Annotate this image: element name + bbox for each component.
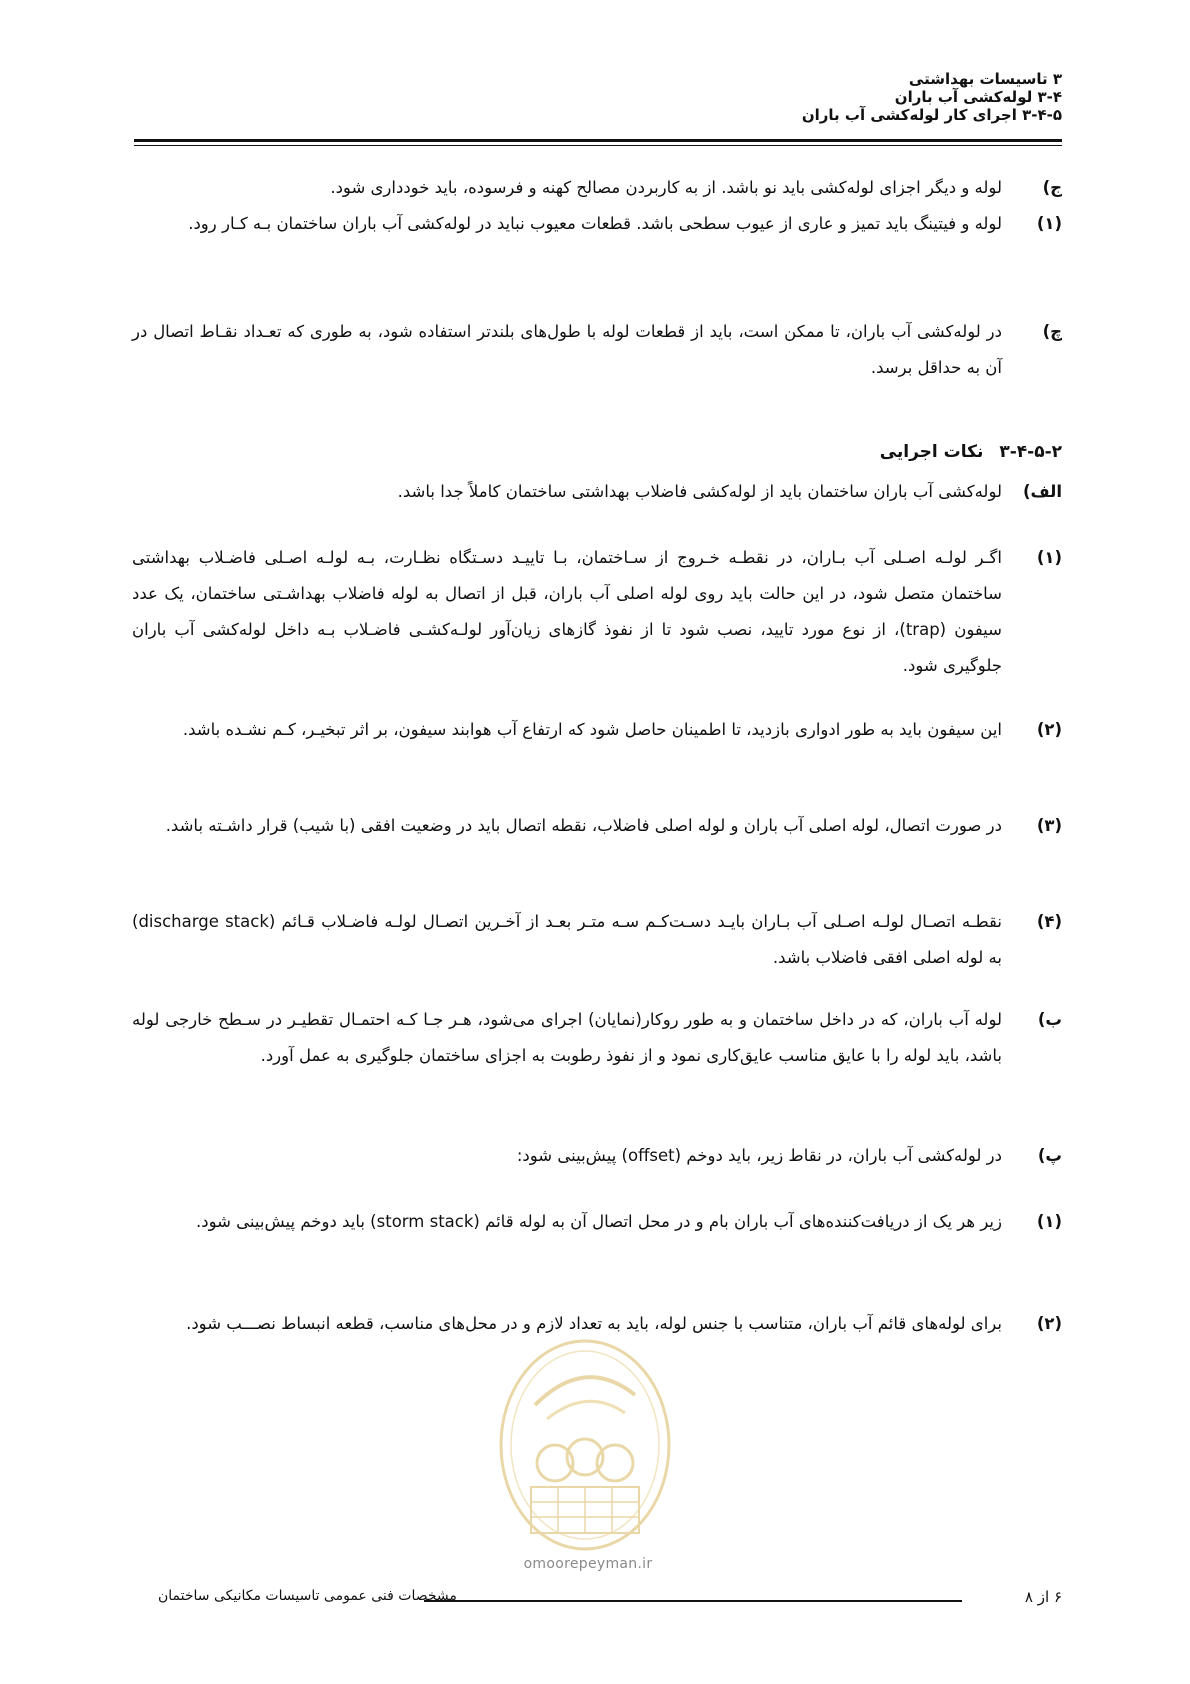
list-item-text: در صورت اتصال، لوله اصلی آب باران و لوله اصلی فاضلاب، نقطه اتصال باید در وضعیت افقی (با شیب) قرار داشـته باشد. xyxy=(165,816,1002,835)
list-item-label: (۱) xyxy=(1036,1212,1062,1231)
list-item-label: ب) xyxy=(1037,1010,1062,1029)
footer-title: مشخصات فنی عمومی تاسیسات مکانیکی ساختمان xyxy=(158,1588,457,1604)
list-item-label: چ) xyxy=(1042,322,1062,341)
list-item-text: اگـر لولـه اصـلی آب بـاران، در نقطـه خـروج از سـاختمان، بـا تاییـد دسـتگاه نظـارت، بـه لولـه اصـلی فاضـلاب بهداشتی ساختمان متصل شود، در این حالت باید روی لوله اصلی آب باران، قبل از اتصال به لوله فاضلاب بهداشـتی ساختمان، یک عدد سیفون (trap)، از نوع مورد تایید، نصب شود تا از نفوذ گازهای زیان‌آور لولـه‌کشـی فاضـلاب بـه داخل لوله‌کشی آب باران جلوگیری شود. xyxy=(132,548,1002,675)
watermark-site: omoorepeyman.ir xyxy=(523,1556,653,1572)
header-subsection: ۳-۴-۵ اجرای کار لوله‌کشی آب باران xyxy=(801,106,1062,124)
list-item-label: (۱) xyxy=(1036,548,1062,567)
list-item-text: نقطـه اتصـال لولـه اصـلی آب بـاران بایـد دسـت‌کـم سـه متـر بعـد از آخـرین اتصـال لولـه فاضـلاب قـائم (discharge stack) به لوله اصلی افقی فاضلاب باشد. xyxy=(132,912,1002,967)
list-item xyxy=(132,904,1062,976)
header-section: ۳-۴ لوله‌کشی آب باران xyxy=(894,88,1062,106)
list-item xyxy=(132,206,1062,242)
header-rule-thick xyxy=(134,139,1062,142)
page-footer xyxy=(134,1588,1062,1618)
list-item-label: (۲) xyxy=(1036,1314,1062,1333)
list-item xyxy=(132,540,1062,684)
section-number: ۳-۴-۵-۲ xyxy=(999,442,1062,462)
list-item-text: لوله و دیگر اجزای لوله‌کشی باید نو باشد. از به کاربردن مصالح کهنه و فرسوده، باید خودداری شود. xyxy=(330,178,1002,197)
list-item-label: پ) xyxy=(1037,1146,1062,1165)
page-number: ۶ از ۸ xyxy=(1024,1588,1062,1606)
watermark-logo xyxy=(495,1335,675,1557)
list-item xyxy=(132,1002,1062,1074)
list-item-text: لوله‌کشی آب باران ساختمان باید از لوله‌کشی فاضلاب بهداشتی ساختمان کاملاً جدا باشد. xyxy=(397,482,1002,501)
list-item-text: این سیفون باید به طور ادواری بازدید، تا اطمینان حاصل شود که ارتفاع آب هوابند سیفون، بر اثر تبخیـر، کـم نشـده باشد. xyxy=(182,720,1002,739)
list-item xyxy=(132,1138,1062,1174)
header-rule-thin xyxy=(134,145,1062,146)
list-item xyxy=(132,170,1062,206)
list-item-label: (۳) xyxy=(1036,816,1062,835)
section-title: نکات اجرایی xyxy=(879,442,984,462)
list-item xyxy=(132,808,1062,844)
list-item-text: برای لوله‌های قائم آب باران، متناسب با جنس لوله، باید به تعداد لازم و در محل‌های مناسب، قطعه انبساط نصـــب شود. xyxy=(186,1314,1002,1333)
list-item xyxy=(132,314,1062,386)
list-item-label: (۱) xyxy=(1036,214,1062,233)
list-item xyxy=(132,1204,1062,1240)
list-item-label: (۴) xyxy=(1036,912,1062,931)
list-item-text: در لوله‌کشی آب باران، در نقاط زیر، باید دوخم (offset) پیش‌بینی شود: xyxy=(516,1146,1002,1165)
section-heading xyxy=(880,440,1062,464)
list-item-text: در لوله‌کشی آب باران، تا ممکن است، باید از قطعات لوله با طول‌های بلندتر استفاده شود، به طوری که تعـداد نقـاط اتصال در آن به حداقل برسد. xyxy=(132,322,1002,377)
list-item-text: لوله و فیتینگ باید تمیز و عاری از عیوب سطحی باشد. قطعات معیوب نباید در لوله‌کشی آب باران ساختمان بـه کـار رود. xyxy=(188,214,1002,233)
list-item xyxy=(132,474,1062,510)
list-item-label: الف) xyxy=(1022,482,1062,501)
list-item xyxy=(132,712,1062,748)
list-item-label: (۲) xyxy=(1036,720,1062,739)
header-chapter: ۳ تاسیسات بهداشتی xyxy=(908,70,1062,88)
running-header xyxy=(462,70,1062,124)
list-item-text: زیر هر یک از دریافت‌کننده‌های آب باران بام و در محل اتصال آن به لوله قائم (storm stack) باید دوخم پیش‌بینی شود. xyxy=(195,1212,1002,1231)
footer-rule xyxy=(424,1600,962,1602)
list-item-text: لوله آب باران، که در داخل ساختمان و به طور روکار(نمایان) اجرای می‌شود، هـر جـا کـه احتمـال تقطیـر در سـطح خارجی لوله باشد، باید لوله را با عایق مناسب عایق‌کاری نمود و از نفوذ رطوبت به اجزای ساختمان جلوگیری به عمل آورد. xyxy=(132,1010,1002,1065)
list-item-label: ج) xyxy=(1042,178,1062,197)
